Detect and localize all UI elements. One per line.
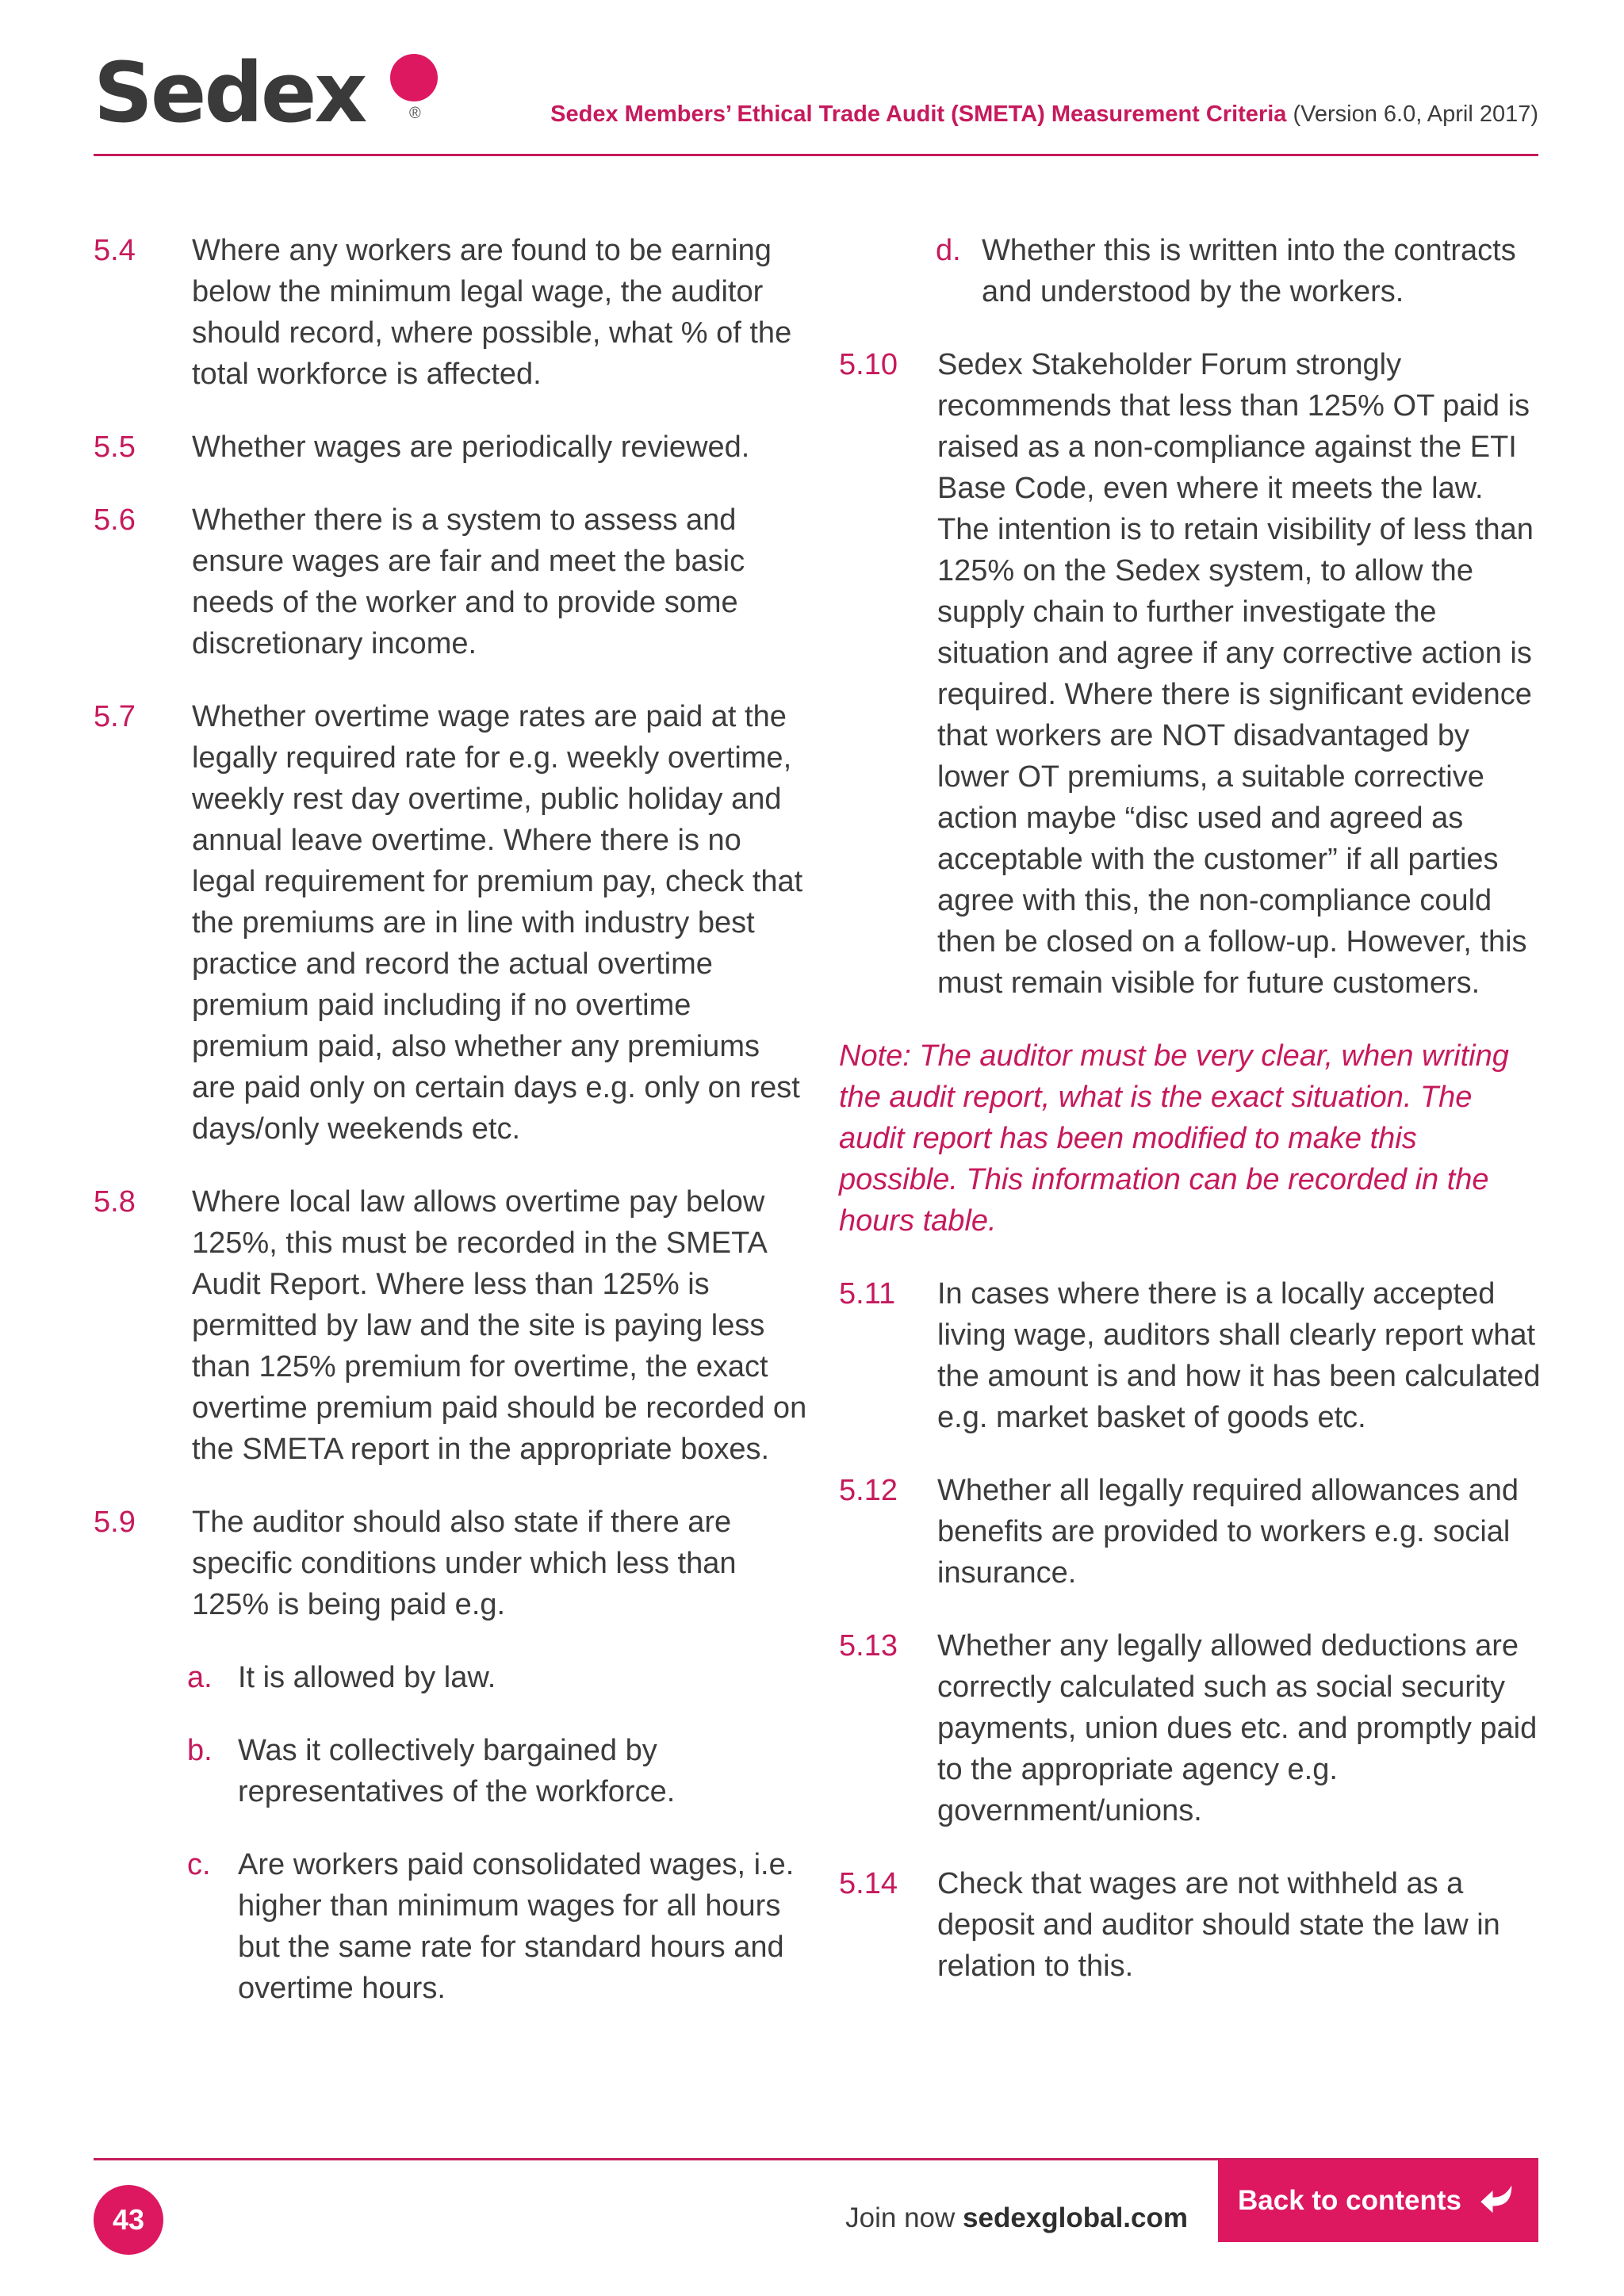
criterion-text: Whether wages are periodically reviewed. [192,430,750,464]
criterion-text: Whether overtime wage rates are paid at the legally required rate for e.g. weekly overtime, weekly rest day overtime, public holiday and annual leave overtime. Where there is no legal requirement for premium pay, check that the premiums are in line with industry best practice and record the actual overtime premium paid including if no overtime premium paid, also whether any premiums are paid only on certain days e.g. only on rest days/only weekends etc. [192,700,803,1146]
left-column [94,230,807,2041]
criterion-text: In cases where there is a locally accepted living wage, auditors shall clearly report what the amount is and how it has been calculated e.g. market basket of goods etc. [937,1277,1541,1434]
sub-item-c [94,1844,807,2009]
criterion-number: 5.7 [94,700,136,733]
criterion-number: 5.6 [94,503,136,537]
criterion-number: 5.5 [94,430,136,464]
sub-item-text: Was it collectively bargained by representatives of the workforce. [238,1734,676,1808]
sub-item-letter: b. [187,1734,213,1767]
join-now-link[interactable] [845,2202,1188,2234]
criterion-number: 5.11 [839,1277,896,1311]
sub-item-text: Are workers paid consolidated wages, i.e. higher than minimum wages for all hours but the same rate for standard hours and overtime hours. [238,1848,795,2005]
criterion-number: 5.9 [94,1506,136,1539]
document-title-version: (Version 6.0, April 2017) [1286,101,1538,127]
criterion-5-9 [94,1502,807,1625]
criterion-5-4 [94,230,807,395]
header-divider [94,154,1538,156]
document-title-main: Sedex Members’ Ethical Trade Audit (SMETA) Measurement Criteria [550,101,1287,127]
logo-dot-icon [390,54,438,101]
document-title [550,101,1538,128]
criterion-5-12 [839,1470,1542,1594]
logo-registered-mark: ® [409,105,421,122]
criterion-text: Where local law allows overtime pay below 125%, this must be recorded in the SMETA Audit Report. Where less than 125% is permitted by law and the site is paying less than 125% premium for overtime, the exact overtime premium paid should be recorded on the SMETA report in the appropriate boxes. [192,1185,807,1466]
back-to-contents-label: Back to contents [1238,2185,1461,2216]
sub-item-text: Whether this is written into the contracts and understood by the workers. [982,234,1516,308]
criterion-number: 5.10 [839,348,898,381]
auditor-note: Note: The auditor must be very clear, when writing the audit report, what is the exact situation. The audit report has been modified to make this possible. This information can be recorded in the hours table. [839,1039,1509,1238]
logo-wordmark: Sedex [94,44,366,141]
criterion-5-13 [839,1625,1542,1831]
criterion-5-14 [839,1863,1542,1987]
right-column [839,230,1542,2019]
sub-item-letter: a. [187,1661,213,1694]
criterion-5-5 [94,427,807,468]
criterion-number: 5.12 [839,1474,898,1507]
join-prefix: Join now [845,2202,963,2233]
return-arrow-icon [1477,2180,1519,2221]
criterion-number: 5.8 [94,1185,136,1219]
criterion-5-7 [94,696,807,1150]
back-to-contents-button[interactable] [1218,2160,1538,2242]
sub-item-b [94,1730,807,1812]
criterion-text: Whether there is a system to assess and ensure wages are fair and meet the basic needs of the worker and to provide some discretionary income. [192,503,745,660]
criterion-text: Sedex Stakeholder Forum strongly recommends that less than 125% OT paid is raised as a non-compliance against the ETI Base Code, even where it meets the law. The intention is to retain visibility of less than 125% on the Sedex system, to allow the supply chain to further investigate the situation and agree if any corrective action is required. Where there is significant evidence that workers are NOT disadvantaged by lower OT premiums, a suitable corrective action maybe “disc used and agreed as acceptable with the customer” if all parties agree with this, the non-compliance could then be closed on a follow-up. However, this must remain visible for future customers. [937,348,1534,1000]
page-number: 43 [94,2185,163,2255]
join-url: sedexglobal.com [963,2202,1188,2233]
criterion-text: Whether all legally required allowances and benefits are provided to workers e.g. social insurance. [937,1474,1519,1590]
criterion-number: 5.4 [94,234,136,267]
criterion-text: Check that wages are not withheld as a deposit and auditor should state the law in relation to this. [937,1867,1500,1983]
sub-item-text: It is allowed by law. [238,1661,496,1694]
sub-item-d [839,230,1542,312]
criterion-5-10 [839,344,1542,1004]
sub-item-letter: d. [936,234,961,267]
criterion-5-8 [94,1181,807,1470]
criterion-text: Where any workers are found to be earning below the minimum legal wage, the auditor should record, where possible, what % of the total workforce is affected. [192,234,792,391]
criterion-5-11 [839,1273,1542,1438]
criterion-text: The auditor should also state if there are specific conditions under which less than 125% is being paid e.g. [192,1506,737,1621]
sub-item-a [94,1657,807,1698]
sub-item-letter: c. [187,1848,211,1881]
criterion-5-6 [94,499,807,664]
criterion-number: 5.14 [839,1867,898,1900]
criterion-number: 5.13 [839,1629,898,1663]
sedex-logo [94,44,421,141]
criterion-text: Whether any legally allowed deductions are correctly calculated such as social security payments, union dues etc. and promptly paid to the appropriate agency e.g. government/unions. [937,1629,1538,1827]
